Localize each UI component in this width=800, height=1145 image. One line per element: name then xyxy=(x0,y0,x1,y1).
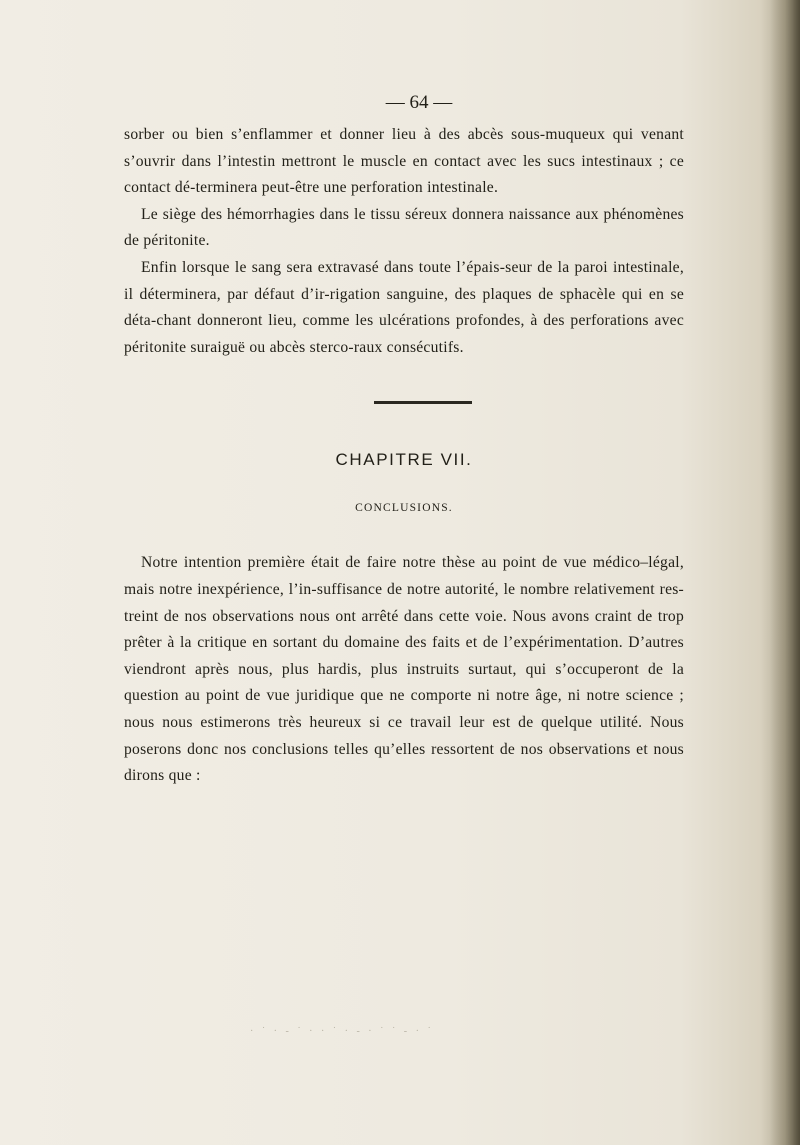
paragraph-continuation: sorber ou bien s’enflammer et donner lieu à des abcès sous-muqueux qui venant s’ouvrir dans l’intestin mettront le muscle en contact avec les sucs intestinaux ; ce contact dé-terminera peut-être une perforation intestinale. xyxy=(124,126,684,197)
scan-specks: · ˙ · ‐ ˙ · · ˙ · ‐ · ˙ ˙ ‐ · ˙ xyxy=(250,1026,434,1037)
section-divider-rule xyxy=(374,401,472,404)
page-content xyxy=(124,92,684,790)
page-edge-shadow xyxy=(770,0,800,1145)
paragraph-conclusion: Notre intention première était de faire notre thèse au point de vue médico–légal, mais notre inexpérience, l’in-suffisance de notre autorité, le nombre relativement res-treint de nos observations nous ont arrêté dans cette voie. Nous avons craint de trop prêter à la critique en sortant du domaine des faits et de l’expérimentation. D’autres viendront après nous, plus hardis, plus instruits surtaut, qui s’occuperont de la question au point de vue juridique que ne comporte ni notre âge, ni notre science ; nous nous estimerons très heureux si ce travail leur est de quelque utilité. Nous poserons donc nos conclusions telles qu’elles ressortent de nos observations et nous dirons que : xyxy=(124,554,684,785)
page-number: — 64 — xyxy=(385,92,453,113)
paragraph-hemorrhagies: Le siège des hémorrhagies dans le tissu séreux donnera naissance aux phénomènes de péritonite. xyxy=(124,205,684,250)
chapter-title: CHAPITRE VII. xyxy=(335,450,473,470)
chapter-subtitle: CONCLUSIONS. xyxy=(355,502,453,515)
paragraph-extravasation: Enfin lorsque le sang sera extravasé dans toute l’épais-seur de la paroi intestinale, il déterminera, par défaut d’ir-rigation sanguine, des plaques de sphacèle qui en se déta-chant donneront lieu, comme les ulcérations profondes, à des perforations avec péritonite suraiguë ou abcès sterco-raux consécutifs. xyxy=(124,258,684,356)
